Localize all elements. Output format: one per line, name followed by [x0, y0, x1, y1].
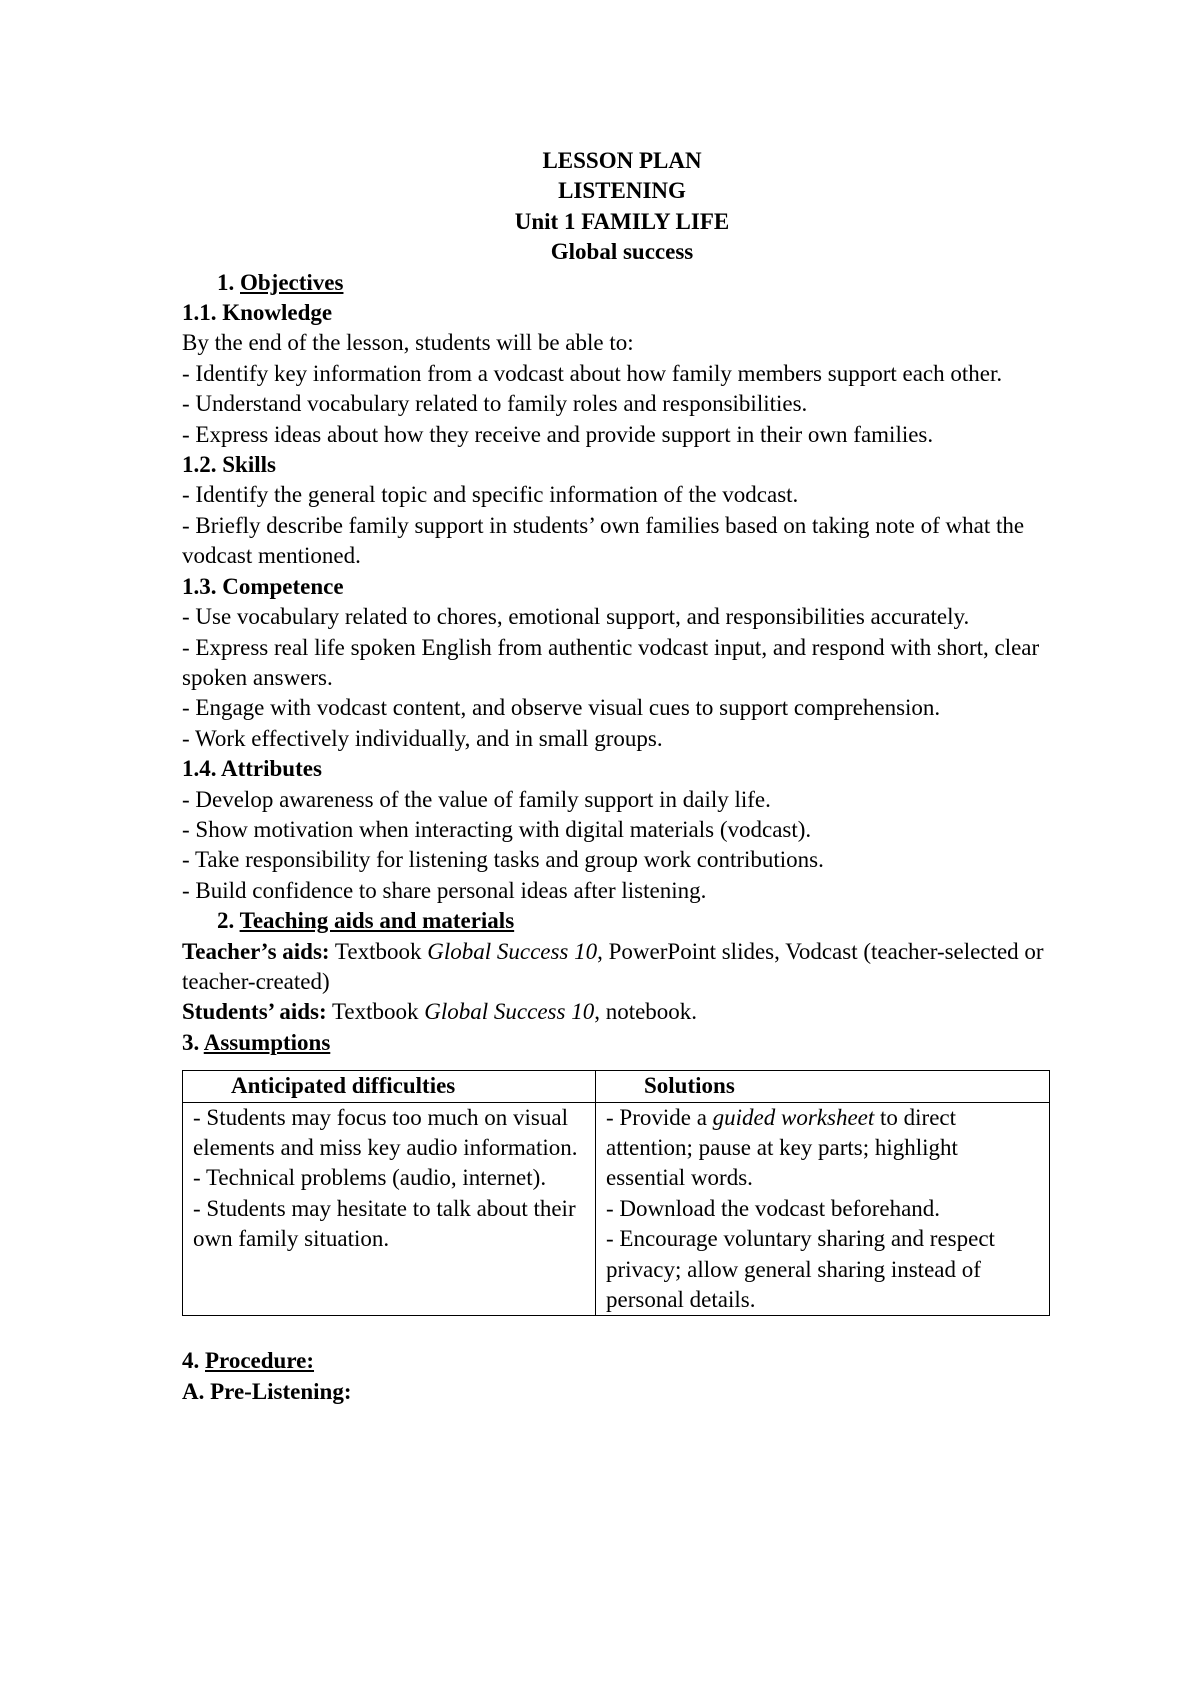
spacer — [182, 1316, 1062, 1346]
assumptions-table — [182, 1070, 1050, 1316]
competence-heading: 1.3. Competence — [182, 573, 344, 599]
unit-title: Unit 1 FAMILY LIFE — [514, 208, 730, 234]
knowledge-item: - Understand vocabulary related to family roles and responsibilities. — [182, 391, 808, 417]
competence-item: - Express real life spoken English from authentic vodcast input, and respond with short, clear spoken answers. — [182, 634, 1040, 690]
series-title: Global success — [550, 239, 694, 265]
skills-heading: 1.2. Skills — [182, 452, 276, 478]
knowledge-item: - Express ideas about how they receive and provide support in their own families. — [182, 421, 934, 447]
assumptions-heading: 3. Assumptions — [182, 1029, 331, 1055]
objectives-heading: 1. Objectives — [217, 269, 344, 295]
competence-item: - Use vocabulary related to chores, emotional support, and responsibilities accurately. — [182, 604, 970, 630]
solutions-column-header: Solutions — [596, 1071, 1050, 1102]
attributes-item: - Show motivation when interacting with digital materials (vodcast). — [182, 816, 812, 842]
skills-item: - Briefly describe family support in students’ own families based on taking note of what the vodcast mentioned. — [182, 512, 1025, 569]
skills-item: - Identify the general topic and specific information of the vodcast. — [182, 482, 799, 508]
attributes-item: - Build confidence to share personal ideas after listening. — [182, 877, 707, 903]
document-subtitle: LISTENING — [558, 178, 686, 204]
competence-item: - Engage with vodcast content, and observe visual cues to support comprehension. — [182, 695, 941, 721]
solution-item: - Provide a guided worksheet to direct attention; pause at key parts; highlight essential words. — [606, 1104, 958, 1191]
teacher-aids: Teacher’s aids: Textbook Global Success 10, PowerPoint slides, Vodcast (teacher-selected or teacher-created) — [182, 938, 1044, 994]
solution-item: - Download the vodcast beforehand. — [606, 1195, 941, 1221]
difficulty-item: - Technical problems (audio, internet). — [193, 1165, 547, 1191]
pre-listening-heading: A. Pre-Listening: — [182, 1378, 352, 1404]
table-row — [183, 1102, 1050, 1316]
document-title: LESSON PLAN — [542, 148, 702, 173]
difficulties-column-header: Anticipated difficulties — [183, 1071, 596, 1102]
aids-heading: 2. Teaching aids and materials — [217, 908, 515, 934]
procedure-heading: 4. Procedure: — [182, 1348, 315, 1374]
document-body — [182, 146, 1062, 1407]
table-header-row — [183, 1071, 1050, 1102]
difficulty-item: - Students may focus too much on visual elements and miss key audio information. — [193, 1104, 578, 1160]
knowledge-heading: 1.1. Knowledge — [182, 300, 333, 326]
attributes-item: - Develop awareness of the value of family support in daily life. — [182, 786, 771, 812]
attributes-heading: 1.4. Attributes — [182, 756, 322, 782]
knowledge-item: - Identify key information from a vodcast about how family members support each other. — [182, 360, 1003, 386]
difficulties-cell — [183, 1102, 596, 1316]
students-aids: Students’ aids: Textbook Global Success 10, notebook. — [182, 999, 698, 1025]
solution-item: - Encourage voluntary sharing and respect privacy; allow general sharing instead of personal details. — [606, 1226, 995, 1313]
competence-item: - Work effectively individually, and in small groups. — [182, 725, 663, 751]
attributes-item: - Take responsibility for listening tasks and group work contributions. — [182, 847, 824, 873]
solutions-cell — [596, 1102, 1050, 1316]
knowledge-intro: By the end of the lesson, students will be able to: — [182, 330, 634, 356]
difficulty-item: - Students may hesitate to talk about their own family situation. — [193, 1195, 576, 1252]
